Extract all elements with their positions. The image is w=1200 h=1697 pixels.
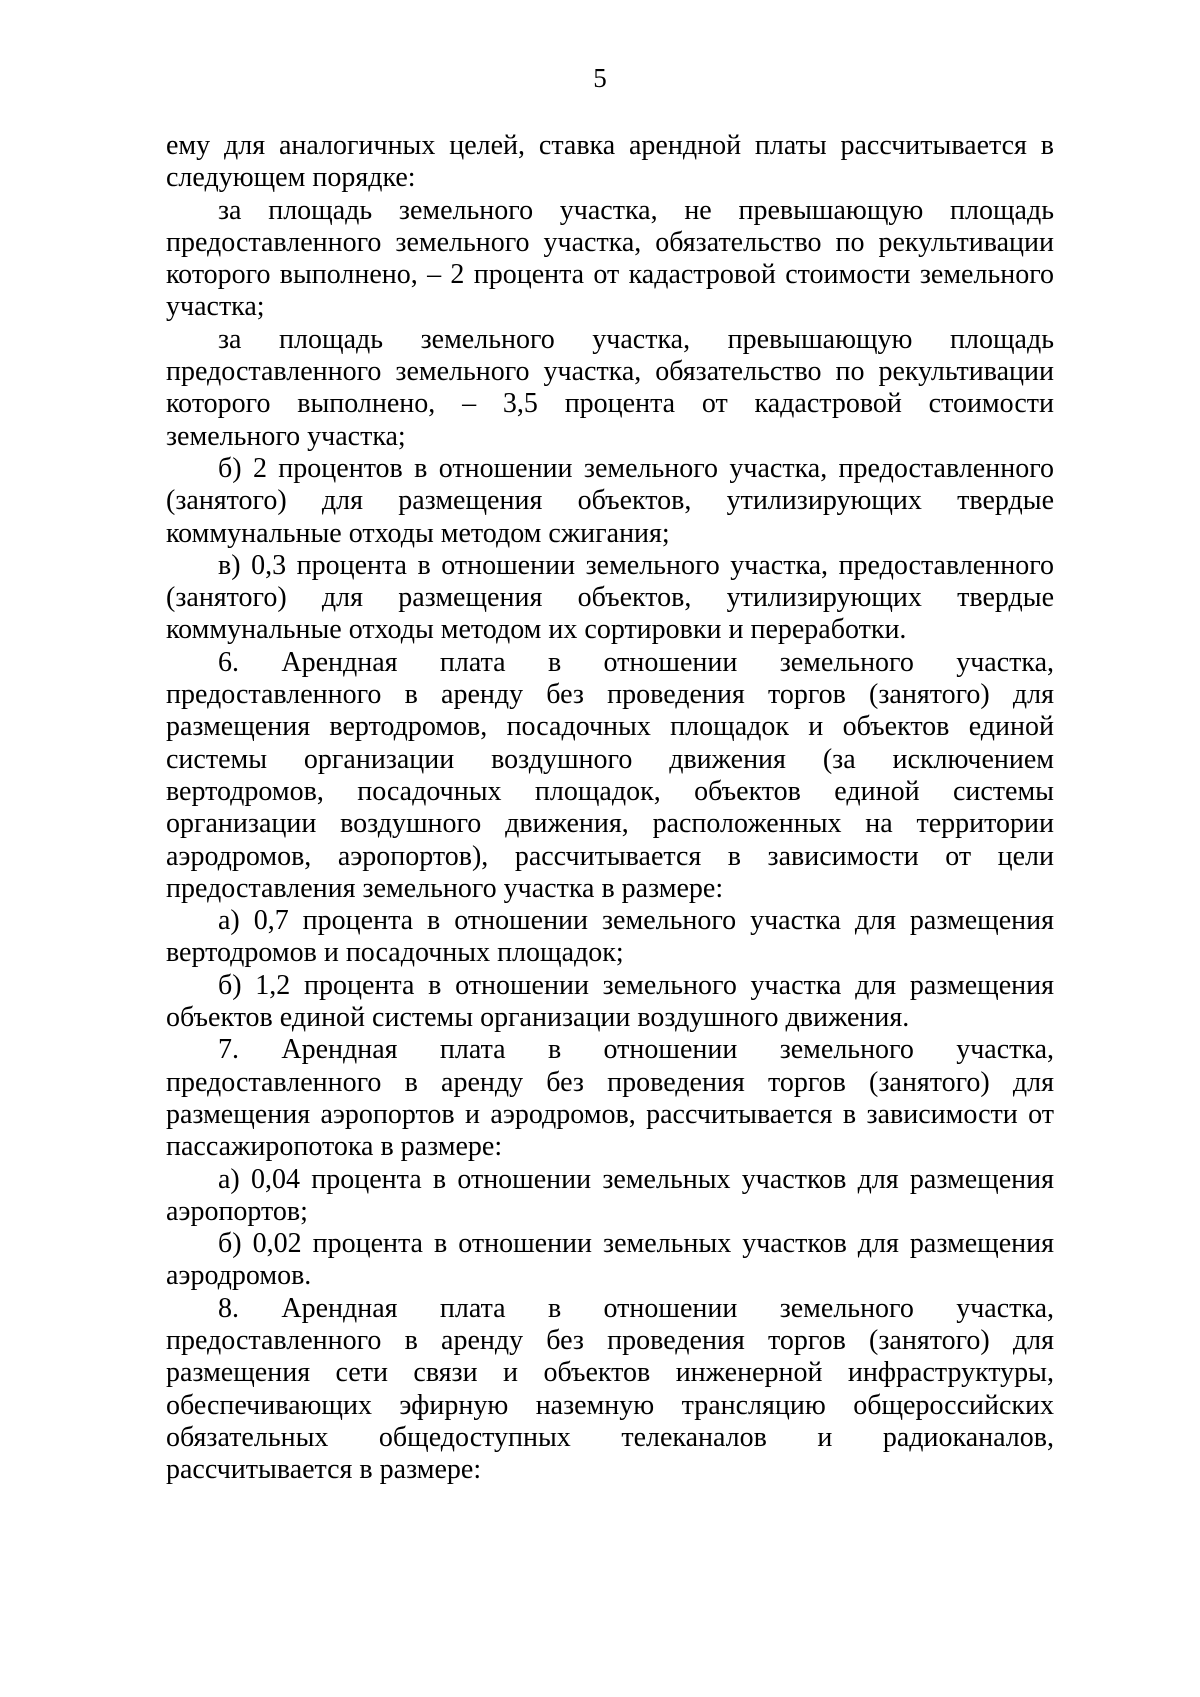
paragraph-section-6-item-a: а) 0,7 процента в отношении земельного участка для размещения вертодромов и посадочных площадок; — [166, 905, 1054, 969]
paragraph-rate-within-area: за площадь земельного участка, не превышающую площадь предоставленного земельного участка, обязательство по рекультивации которого выполнено, – 2 процента от кадастровой стоимости земельного участка; — [166, 194, 1054, 323]
paragraph-section-6: 6. Арендная плата в отношении земельного участка, предоставленного в аренду без проведения торгов (занятого) для размещения вертодромов, посадочных площадок и объектов единой системы организации воздушного движения (за исключением вертодромов, посадочных площадок, объектов единой системы организации воздушного движения, расположенных на территории аэродромов, аэропортов), рассчитывается в зависимости от цели предоставления земельного участка в размере: — [166, 646, 1054, 904]
paragraph-section-7-item-b: б) 0,02 процента в отношении земельных участков для размещения аэродромов. — [166, 1228, 1054, 1292]
paragraph-item-v-sorting: в) 0,3 процента в отношении земельного участка, предоставленного (занятого) для размещения объектов, утилизирующих твердые коммунальные отходы методом их сортировки и переработки. — [166, 549, 1054, 646]
paragraph-section-7: 7. Арендная плата в отношении земельного участка, предоставленного в аренду без проведения торгов (занятого) для размещения аэропортов и аэродромов, рассчитывается в зависимости от пассажиропотока в размере: — [166, 1034, 1054, 1163]
paragraph-section-6-item-b: б) 1,2 процента в отношении земельного участка для размещения объектов единой системы организации воздушного движения. — [166, 969, 1054, 1034]
paragraph-section-7-item-a: а) 0,04 процента в отношении земельных участков для размещения аэропортов; — [166, 1163, 1054, 1227]
document-body — [166, 130, 1054, 1486]
paragraph-continuation: ему для аналогичных целей, ставка арендной платы рассчитывается в следующем порядке: — [166, 130, 1054, 194]
paragraph-rate-exceeding-area: за площадь земельного участка, превышающую площадь предоставленного земельного участка, обязательство по рекультивации которого выполнено, – 3,5 процента от кадастровой стоимости земельного участка; — [166, 323, 1054, 452]
page-number: 5 — [593, 63, 607, 93]
paragraph-item-b-incineration: б) 2 процентов в отношении земельного участка, предоставленного (занятого) для размещения объектов, утилизирующих твердые коммунальные отходы методом сжигания; — [166, 452, 1054, 549]
paragraph-section-8: 8. Арендная плата в отношении земельного участка, предоставленного в аренду без проведения торгов (занятого) для размещения сети связи и объектов инженерной инфраструктуры, обеспечивающих эфирную наземную трансляцию общероссийских обязательных общедоступных телеканалов и радиоканалов, рассчитывается в размере: — [166, 1292, 1054, 1486]
